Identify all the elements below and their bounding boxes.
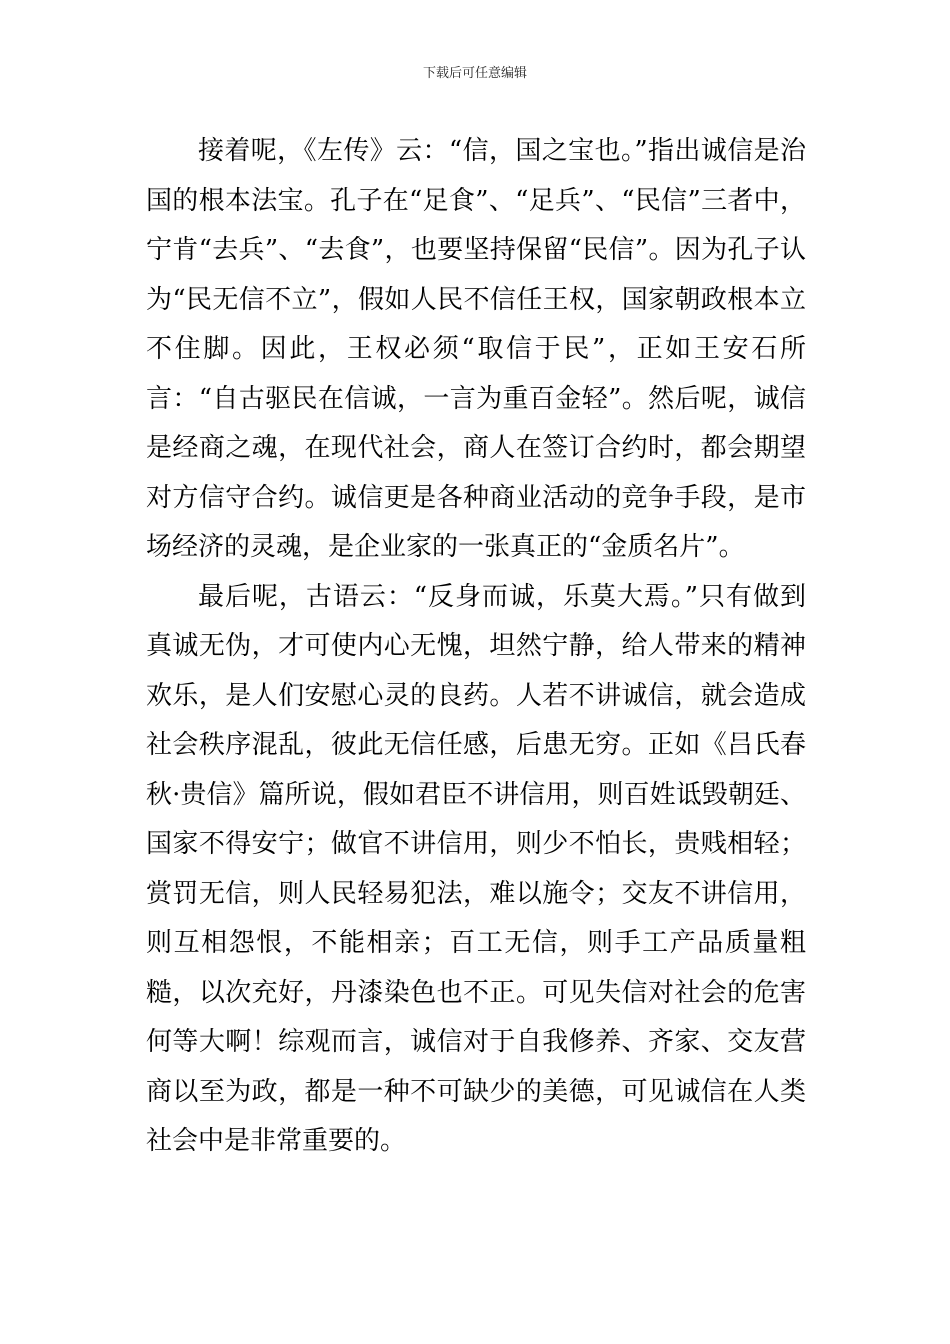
paragraph-2: 最后呢，古语云：“反身而诚，乐莫大焉。”只有做到真诚无伪，才可使内心无愧，坦然宁静，给人带来的精神欢乐，是人们安慰心灵的良药。人若不讲诚信，就会造成社会秩序混乱，彼此无信任感，后患无穷。正如《吕氏春秋·贵信》篇所说，假如君臣不讲信用，则百姓诋毁朝廷、国家不得安宁；做官不讲信用，则少不怕长，贵贱相轻；赏罚无信，则人民轻易犯法，难以施令；交友不讲信用，则互相怨恨，不能相亲；百工无信，则手工产品质量粗糙，以次充好，丹漆染色也不正。可见失信对社会的危害何等大啊！综观而言，诚信对于自我修养、齐家、交友营商以至为政，都是一种不可缺少的美德，可见诚信在人类社会中是非常重要的。 — [146, 581, 806, 1156]
paragraph-1: 接着呢，《左传》云：“信，国之宝也。”指出诚信是治国的根本法宝。孔子在“足食”、“足兵”、“民信”三者中，宁肯“去兵”、“去食”，也要坚持保留“民信”。因为孔子认为“民无信不立”，假如人民不信任王权，国家朝政根本立不住脚。因此，王权必须“取信于民”，正如王安石所言：“自古驱民在信诚，一言为重百金轻”。然后呢，诚信是经商之魂，在现代社会，商人在签订合约时，都会期望对方信守合约。诚信更是各种商业活动的竞争手段，是市场经济的灵魂，是企业家的一张真正的“金质名片”。 — [146, 136, 806, 562]
document-body — [146, 127, 806, 1167]
page-header: 下载后可任意编辑 — [422, 66, 527, 81]
